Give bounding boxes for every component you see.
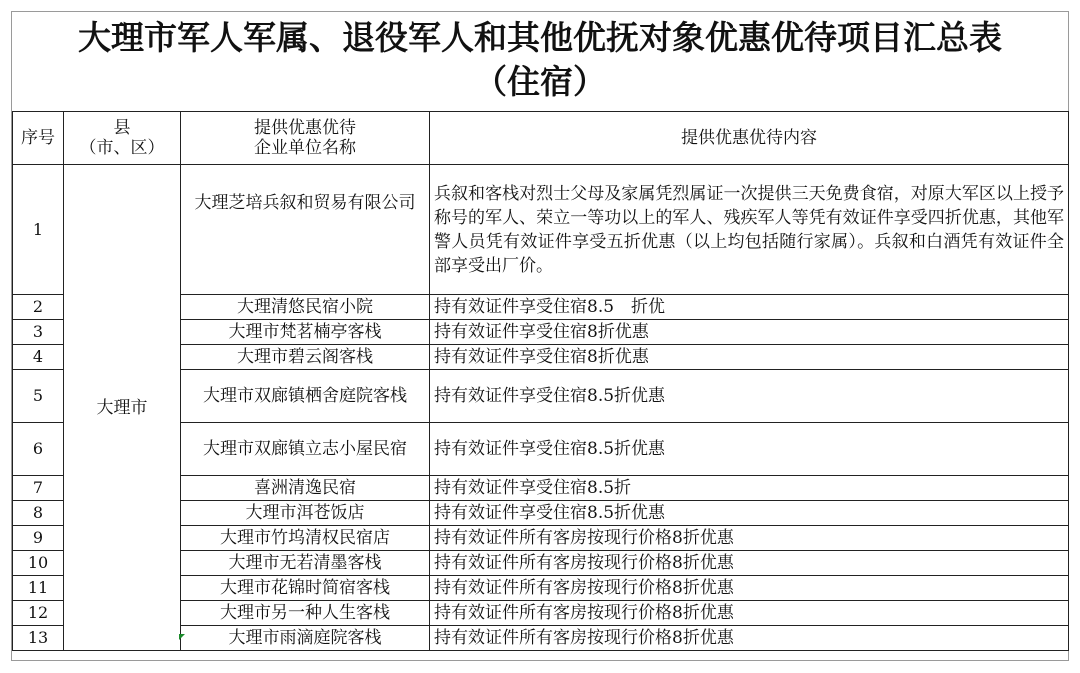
row-seq: 10 <box>13 551 64 576</box>
title-line-1: 大理市军人军属、退役军人和其他优抚对象优惠优待项目汇总表 <box>78 18 1002 57</box>
row-company: 大理市竹坞清权民宿店 <box>181 526 430 551</box>
row-seq: 9 <box>13 526 64 551</box>
row-content: 持有效证件享受住宿8.5折优惠 <box>430 501 1069 526</box>
row-company: 大理市花锦时简宿客栈 <box>181 576 430 601</box>
row-content: 持有效证件所有客房按现行价格8折优惠 <box>430 526 1069 551</box>
header-county-line2: （市、区） <box>79 138 165 158</box>
row-company: 大理市另一种人生客栈 <box>181 601 430 626</box>
row-company: 大理市梵茗楠亭客栈 <box>181 320 430 345</box>
header-county-line1: 县 <box>113 118 131 138</box>
row-seq: 12 <box>13 601 64 626</box>
header-company <box>181 112 430 165</box>
header-company-line1: 提供优惠优待 <box>254 118 356 138</box>
row-seq: 2 <box>13 295 64 320</box>
county-cell: 大理市 <box>64 165 181 651</box>
header-content: 提供优惠优待内容 <box>430 112 1069 165</box>
row-company: 大理市双廊镇立志小屋民宿 <box>181 423 430 476</box>
row-company: 大理市无若清墨客栈 <box>181 551 430 576</box>
row-company: 大理芝培兵叙和贸易有限公司 <box>181 165 430 295</box>
row-company: 大理市碧云阁客栈 <box>181 345 430 370</box>
row-seq: 3 <box>13 320 64 345</box>
row-content: 持有效证件所有客房按现行价格8折优惠 <box>430 551 1069 576</box>
row-seq: 8 <box>13 501 64 526</box>
row-seq: 4 <box>13 345 64 370</box>
row-content: 持有效证件享受住宿8.5折优惠 <box>430 423 1069 476</box>
header-seq: 序号 <box>13 112 64 165</box>
row-content: 持有效证件享受住宿8折优惠 <box>430 320 1069 345</box>
benefits-table <box>12 111 1069 651</box>
header-row <box>13 112 1069 165</box>
row-seq: 7 <box>13 476 64 501</box>
row-content: 持有效证件所有客房按现行价格8折优惠 <box>430 601 1069 626</box>
cell-comment-marker-icon <box>179 634 185 640</box>
row-seq: 5 <box>13 370 64 423</box>
header-county <box>64 112 181 165</box>
row-company: 大理市洱苍饭店 <box>181 501 430 526</box>
row-seq: 1 <box>13 165 64 295</box>
row-content: 兵叙和客栈对烈士父母及家属凭烈属证一次提供三天免费食宿，对原大军区以上授予称号的军人、荣立一等功以上的军人、残疾军人等凭有效证件享受四折优惠，其他军警人员凭有效证件享受五折优惠（以上均包括随行家属）。兵叙和白酒凭有效证件全部享受出厂价。 <box>430 165 1069 295</box>
page-title <box>12 12 1068 110</box>
row-content: 持有效证件享受住宿8.5 折优 <box>430 295 1069 320</box>
row-content: 持有效证件享受住宿8折优惠 <box>430 345 1069 370</box>
header-company-line2: 企业单位名称 <box>254 138 356 158</box>
row-content: 持有效证件所有客房按现行价格8折优惠 <box>430 626 1069 651</box>
row-company: 大理市雨滴庭院客栈 <box>181 626 430 651</box>
row-company: 大理清悠民宿小院 <box>181 295 430 320</box>
row-seq: 11 <box>13 576 64 601</box>
title-line-2: （住宿） <box>474 62 606 101</box>
row-content: 持有效证件享受住宿8.5折 <box>430 476 1069 501</box>
row-content: 持有效证件所有客房按现行价格8折优惠 <box>430 576 1069 601</box>
row-company: 大理市双廊镇栖舍庭院客栈 <box>181 370 430 423</box>
row-content: 持有效证件享受住宿8.5折优惠 <box>430 370 1069 423</box>
row-seq: 13 <box>13 626 64 651</box>
row-company: 喜洲清逸民宿 <box>181 476 430 501</box>
table-row <box>13 165 1069 295</box>
row-seq: 6 <box>13 423 64 476</box>
